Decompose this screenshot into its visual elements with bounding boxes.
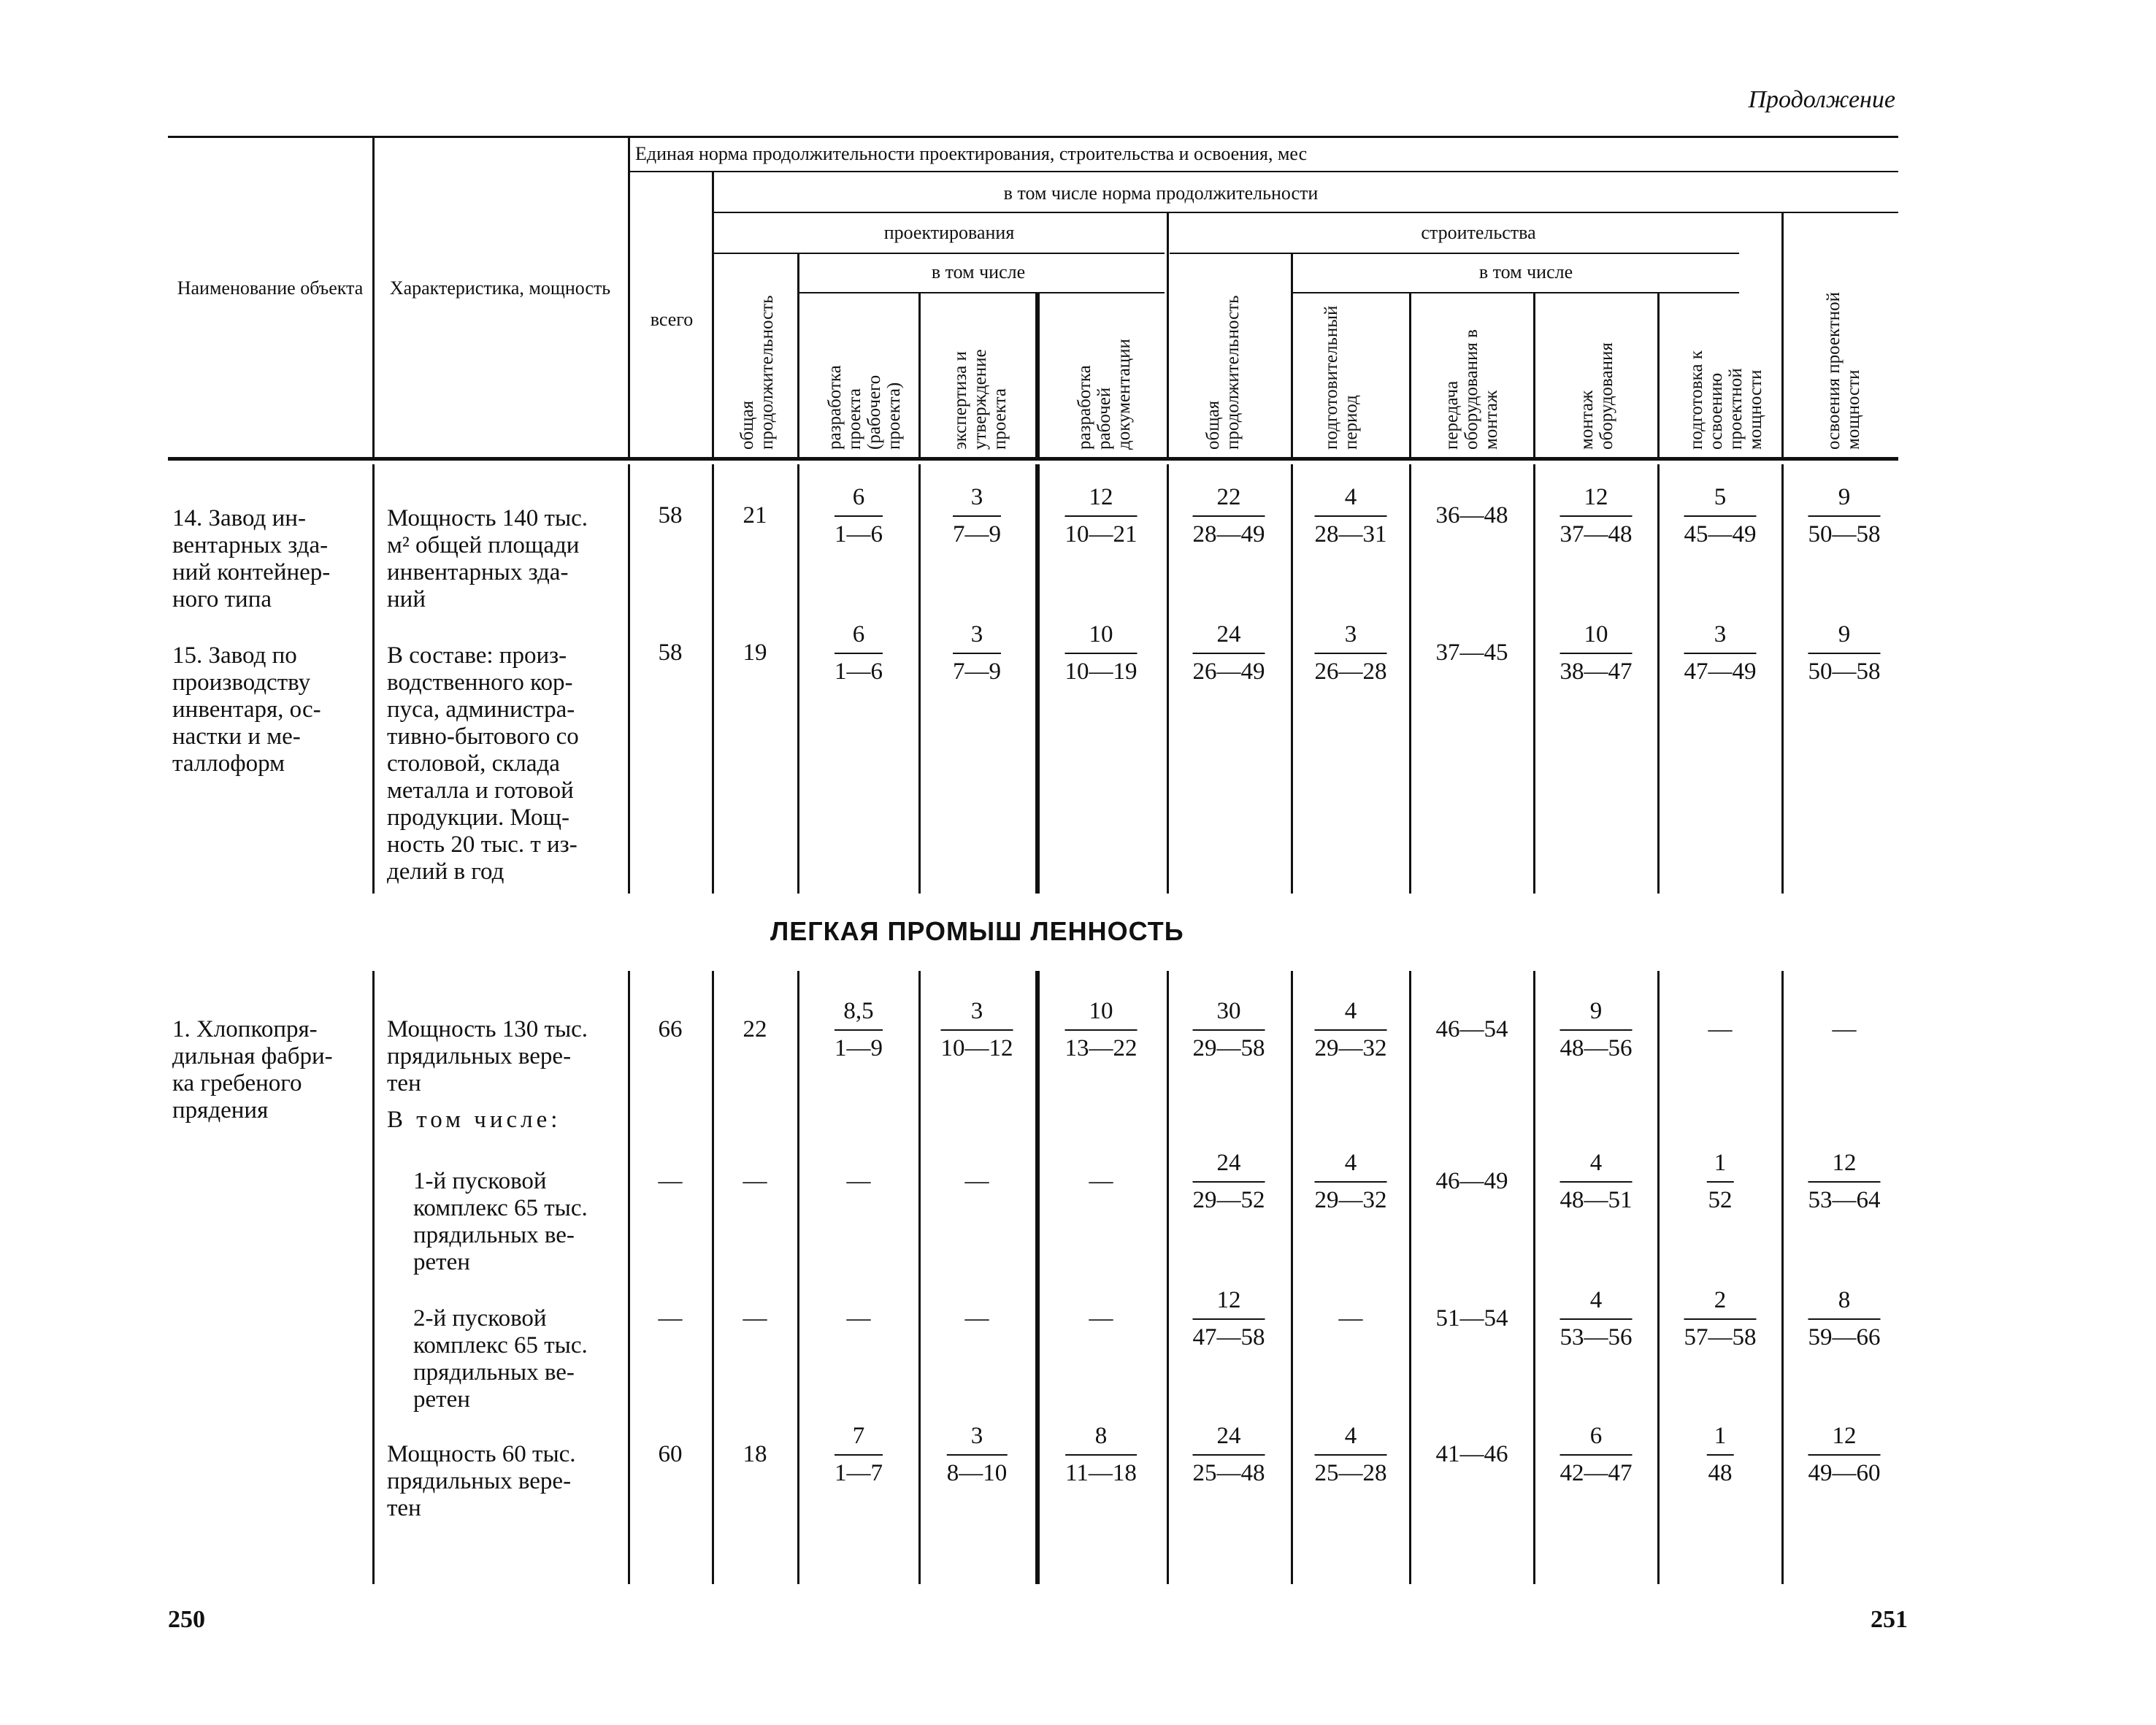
cell-proj-dev: — [846, 1305, 871, 1332]
cell-period: 25—48 [1192, 1460, 1265, 1486]
cell-design-total: 22 [743, 1016, 767, 1042]
row-15-char [387, 642, 616, 885]
cell-duration: 9 [1808, 621, 1881, 654]
cell-constr-total [1193, 484, 1265, 548]
text-line: В том числе: [387, 1107, 561, 1133]
header-mastering-text: освоения проектной мощности [1824, 291, 1863, 450]
cell-period: 7—9 [953, 521, 1001, 548]
header-mastering-prep-text: подготовка к освоению проектной мощности [1687, 350, 1765, 450]
text-line: 2-й пусковой [413, 1305, 547, 1332]
hdr-vline [1035, 292, 1040, 457]
cell-proj-dev: — [846, 1168, 871, 1194]
cell-prep [1315, 484, 1387, 548]
cell-duration: 12 [1560, 484, 1633, 517]
hdr-vline [628, 137, 630, 457]
cell-period: 10—19 [1064, 658, 1138, 685]
cell-period: 49—60 [1808, 1460, 1881, 1486]
text-line: 14. Завод ин- [172, 505, 306, 531]
text-line: комплекс 65 тыс. [413, 1332, 588, 1359]
cell-total: 58 [658, 639, 683, 666]
cell-duration: 6 [835, 621, 883, 654]
hdr-vline [1781, 213, 1784, 457]
text-line: водственного кор- [387, 669, 573, 696]
cell-mastering-prep [1707, 1150, 1734, 1214]
cell-period: 29—58 [1192, 1035, 1265, 1061]
cell-proj-dev [835, 1423, 883, 1487]
cell-duration: 8 [1808, 1287, 1881, 1320]
row-15-name [172, 642, 361, 777]
section-title: ЛЕГКАЯ ПРОМЫШ ЛЕННОСТЬ [770, 916, 1184, 946]
cell-period: 50—58 [1808, 521, 1881, 548]
cell-mastering [1808, 484, 1881, 548]
text-line: делий в год [387, 858, 505, 885]
row-l1-char [387, 1016, 616, 1097]
header-total: всего [650, 309, 694, 330]
header-equip-install-text: монтаж оборудования [1577, 342, 1616, 450]
cell-equip-install [1560, 1287, 1633, 1351]
cell-duration: 4 [1315, 484, 1387, 517]
cell-design-total: 19 [743, 639, 767, 666]
text-line: производству [172, 669, 311, 696]
body-vline [1409, 971, 1411, 1584]
body-vline [1167, 464, 1169, 894]
cell-duration: 8,5 [835, 998, 883, 1031]
cell-prep [1315, 1150, 1387, 1214]
row-14-name [172, 505, 361, 613]
cell-mastering-prep [1684, 484, 1757, 548]
header-bottom-rule [168, 457, 1898, 461]
cell-period: 1—9 [835, 1035, 883, 1061]
header-unified-norm: Единая норма продолжительности проектирования, строительства и освоения, мес [635, 143, 1308, 164]
cell-constr-total [1193, 1287, 1265, 1351]
text-line: комплекс 65 тыс. [413, 1195, 588, 1221]
cell-proj-dev [835, 621, 883, 685]
cell-duration: 24 [1193, 1423, 1265, 1456]
cell-duration: 10 [1065, 621, 1138, 654]
cell-period: 50—58 [1808, 658, 1881, 685]
body-vline [1035, 971, 1040, 1584]
cell-duration: 3 [953, 621, 1001, 654]
text-line: ность 20 тыс. т из- [387, 831, 578, 858]
cell-period: 29—52 [1192, 1187, 1265, 1213]
cell-period: 48—51 [1560, 1187, 1633, 1213]
cell-equip-transfer: 46—49 [1435, 1168, 1508, 1194]
cell-work-doc [1065, 484, 1138, 548]
body-vline [372, 971, 375, 1584]
text-line: прядильных вере- [387, 1468, 572, 1494]
cell-period: 28—49 [1192, 521, 1265, 548]
cell-equip-transfer: 46—54 [1435, 1016, 1508, 1042]
cell-period: 1—7 [835, 1460, 883, 1486]
cell-prep: — [1338, 1305, 1363, 1332]
rule-unified [629, 171, 1898, 172]
cell-period: 29—32 [1314, 1187, 1387, 1213]
cell-duration: 3 [953, 484, 1001, 517]
cell-mastering-prep [1707, 1423, 1734, 1487]
text-line: настки и ме- [172, 723, 301, 750]
cell-duration: 12 [1808, 1150, 1881, 1183]
cell-prep [1315, 1423, 1387, 1487]
body-vline [1657, 464, 1660, 894]
text-line: тивно-бытового со [387, 723, 579, 750]
cell-work-doc [1065, 998, 1138, 1062]
header-proj-dev-text: разработка проекта (рабочего проекта) [825, 365, 904, 450]
cell-duration: 4 [1560, 1287, 1633, 1320]
cell-period: 26—28 [1314, 658, 1387, 685]
cell-period: 7—9 [953, 658, 1001, 685]
cell-period: 28—31 [1314, 521, 1387, 548]
header-design-total-text: общая продолжительность [737, 295, 777, 450]
cell-design-total: — [743, 1305, 767, 1332]
cell-period: 53—64 [1808, 1187, 1881, 1213]
cell-mastering [1808, 1423, 1881, 1487]
text-line: прядильных ве- [413, 1359, 575, 1386]
rule-design-incl [797, 292, 1165, 293]
header-top-rule [168, 136, 1898, 138]
header-design-incl: в том числе [931, 261, 1026, 283]
cell-duration: 3 [1315, 621, 1387, 654]
body-vline [1657, 971, 1660, 1584]
cell-period: 42—47 [1560, 1460, 1633, 1486]
cell-expertise [953, 484, 1001, 548]
header-constr-total-text: общая продолжительность [1203, 295, 1243, 450]
text-line: 1. Хлопкопря- [172, 1016, 318, 1042]
page-number-right: 251 [1871, 1606, 1908, 1633]
body-vline [712, 464, 714, 894]
cell-period: 8—10 [946, 1460, 1008, 1486]
body-vline [712, 971, 714, 1584]
cell-period: 59—66 [1808, 1324, 1881, 1351]
body-vline [1035, 464, 1040, 894]
body-vline [797, 464, 799, 894]
cell-period: 1—6 [835, 658, 883, 685]
cell-total: 60 [658, 1441, 683, 1467]
cell-duration: 24 [1193, 1150, 1265, 1183]
hdr-vline [1657, 292, 1660, 457]
text-line: ний контейнер- [172, 559, 331, 585]
row-l1b-char [413, 1305, 616, 1413]
cell-work-doc: — [1089, 1168, 1113, 1194]
header-characteristic: Характеристика, мощность [389, 277, 611, 299]
body-vline [918, 464, 921, 894]
body-vline [628, 971, 630, 1584]
cell-duration: 12 [1065, 484, 1138, 517]
text-line: м² общей площади [387, 532, 580, 558]
row-14-char [387, 505, 616, 613]
text-line: ретен [413, 1386, 470, 1413]
cell-equip-transfer: 51—54 [1435, 1305, 1508, 1332]
text-line: дильная фабри- [172, 1043, 333, 1069]
continuation-label: Продолжение [1748, 86, 1895, 113]
cell-proj-dev [835, 998, 883, 1062]
cell-period: 1—6 [835, 521, 883, 548]
cell-expertise [941, 998, 1013, 1062]
text-line: таллоформ [172, 750, 285, 777]
hdr-vline [372, 137, 375, 457]
header-work-doc-text: разработка рабочей документации [1075, 339, 1134, 450]
cell-duration: 10 [1065, 998, 1138, 1031]
text-line: Мощность 140 тыс. [387, 505, 588, 531]
hdr-vline [1533, 292, 1535, 457]
cell-expertise [947, 1423, 1008, 1487]
header-incl-norm: в том числе норма продолжительности [1003, 183, 1319, 204]
cell-duration: 3 [1684, 621, 1757, 654]
text-line: В составе: произ- [387, 642, 567, 669]
cell-duration: 6 [835, 484, 883, 517]
cell-prep [1315, 998, 1387, 1062]
cell-equip-transfer: 36—48 [1435, 502, 1508, 529]
cell-mastering [1808, 621, 1881, 685]
cell-proj-dev [835, 484, 883, 548]
cell-period: 29—32 [1314, 1035, 1387, 1061]
cell-expertise [953, 621, 1001, 685]
cell-duration: 12 [1808, 1423, 1881, 1456]
cell-design-total: 21 [743, 502, 767, 529]
body-vline [918, 971, 921, 1584]
cell-equip-install [1560, 621, 1633, 685]
hdr-vline [712, 172, 714, 457]
text-line: Мощность 60 тыс. [387, 1441, 576, 1467]
cell-duration: 8 [1065, 1423, 1137, 1456]
cell-duration: 1 [1707, 1150, 1734, 1183]
cell-equip-install [1560, 1423, 1633, 1487]
row-l1-name [172, 1016, 361, 1124]
header-name: Наименование объекта [177, 277, 364, 299]
cell-duration: 24 [1193, 621, 1265, 654]
row-l1a-char [413, 1168, 616, 1276]
header-constr-incl: в том числе [1478, 261, 1573, 283]
cell-duration: 12 [1193, 1287, 1265, 1320]
cell-period: 47—58 [1192, 1324, 1265, 1351]
header-prep-text: подготовительный период [1321, 305, 1361, 450]
text-line: прядильных ве- [413, 1222, 575, 1248]
text-line: вентарных зда- [172, 532, 329, 558]
cell-expertise: — [964, 1168, 989, 1194]
text-line: инвентарных зда- [387, 559, 569, 585]
cell-duration: 30 [1193, 998, 1265, 1031]
cell-design-total: — [743, 1168, 767, 1194]
cell-period: 47—49 [1684, 658, 1757, 685]
cell-period: 13—22 [1064, 1035, 1138, 1061]
text-line: металла и готовой [387, 777, 574, 804]
body-vline [1291, 971, 1293, 1584]
cell-duration: 1 [1707, 1423, 1734, 1456]
body-vline [1781, 971, 1784, 1584]
rule-incl-norm [712, 212, 1898, 213]
cell-expertise: — [964, 1305, 989, 1332]
cell-total: — [658, 1168, 683, 1194]
text-line: прядения [172, 1097, 269, 1123]
cell-period: 10—12 [940, 1035, 1013, 1061]
cell-equip-install [1560, 998, 1633, 1062]
cell-duration: 4 [1315, 1150, 1387, 1183]
body-vline [1781, 464, 1784, 894]
cell-constr-total [1193, 1150, 1265, 1214]
cell-period: 10—21 [1064, 521, 1138, 548]
header-design: проектирования [883, 222, 1015, 243]
cell-duration: 6 [1560, 1423, 1633, 1456]
body-vline [1533, 971, 1535, 1584]
hdr-vline [1167, 213, 1169, 457]
cell-period: 52 [1708, 1187, 1733, 1213]
rule-construction [1170, 253, 1739, 254]
page-number-left: 250 [168, 1606, 205, 1633]
text-line: прядильных вере- [387, 1043, 572, 1069]
cell-period: 11—18 [1065, 1460, 1137, 1486]
cell-duration: 7 [835, 1423, 883, 1456]
body-vline [797, 971, 799, 1584]
cell-design-total: 18 [743, 1441, 767, 1467]
body-vline [1409, 464, 1411, 894]
text-line: столовой, склада [387, 750, 560, 777]
cell-constr-total [1193, 1423, 1265, 1487]
hdr-vline [797, 253, 799, 457]
cell-duration: 3 [941, 998, 1013, 1031]
cell-duration: 4 [1315, 1423, 1387, 1456]
text-line: тен [387, 1070, 421, 1096]
cell-total: 58 [658, 502, 683, 529]
cell-mastering-prep [1684, 621, 1757, 685]
cell-work-doc [1065, 621, 1138, 685]
rule-design [712, 253, 1165, 254]
cell-mastering: — [1832, 1016, 1857, 1042]
cell-period: 25—28 [1314, 1460, 1387, 1486]
row-incl-label [387, 1107, 616, 1134]
text-line: инвентаря, ос- [172, 696, 321, 723]
cell-mastering-prep [1684, 1287, 1757, 1351]
header-construction: строительства [1421, 222, 1536, 243]
text-line: 1-й пусковой [413, 1168, 547, 1194]
hdr-vline [1291, 253, 1293, 457]
cell-duration: 9 [1808, 484, 1881, 517]
cell-equip-transfer: 37—45 [1435, 639, 1508, 666]
cell-work-doc [1065, 1423, 1137, 1487]
text-line: ретен [413, 1249, 470, 1275]
cell-mastering-prep: — [1708, 1016, 1733, 1042]
cell-period: 48 [1708, 1460, 1733, 1486]
cell-constr-total [1193, 621, 1265, 685]
cell-work-doc: — [1089, 1305, 1113, 1332]
text-line: тен [387, 1495, 421, 1521]
hdr-vline [1409, 292, 1411, 457]
cell-duration: 4 [1560, 1150, 1633, 1183]
cell-duration: 5 [1684, 484, 1757, 517]
text-line: Мощность 130 тыс. [387, 1016, 588, 1042]
rule-constr-incl [1291, 292, 1739, 293]
cell-duration: 2 [1684, 1287, 1757, 1320]
body-vline [1167, 971, 1169, 1584]
hdr-vline [918, 292, 921, 457]
cell-equip-transfer: 41—46 [1435, 1441, 1508, 1467]
text-line: ка гребеного [172, 1070, 302, 1096]
body-vline [1291, 464, 1293, 894]
cell-duration: 10 [1560, 621, 1633, 654]
text-line: ний [387, 586, 426, 612]
cell-total: — [658, 1305, 683, 1332]
cell-equip-install [1560, 1150, 1633, 1214]
header-equip-transfer-text: передача оборудования в монтаж [1442, 329, 1501, 450]
cell-mastering [1808, 1150, 1881, 1214]
cell-period: 48—56 [1560, 1035, 1633, 1061]
row-l1c-char [387, 1441, 616, 1522]
text-line: продукции. Мощ- [387, 804, 569, 831]
cell-duration: 4 [1315, 998, 1387, 1031]
cell-constr-total [1193, 998, 1265, 1062]
body-vline [1533, 464, 1535, 894]
text-line: пуса, администра- [387, 696, 575, 723]
cell-mastering [1808, 1287, 1881, 1351]
cell-duration: 3 [947, 1423, 1008, 1456]
cell-duration: 9 [1560, 998, 1633, 1031]
body-vline [628, 464, 630, 894]
cell-equip-install [1560, 484, 1633, 548]
cell-period: 57—58 [1684, 1324, 1757, 1351]
cell-period: 53—56 [1560, 1324, 1633, 1351]
cell-duration: 22 [1193, 484, 1265, 517]
text-line: ного типа [172, 586, 272, 612]
cell-prep [1315, 621, 1387, 685]
cell-period: 38—47 [1560, 658, 1633, 685]
cell-total: 66 [658, 1016, 683, 1042]
cell-period: 37—48 [1560, 521, 1633, 548]
cell-period: 26—49 [1192, 658, 1265, 685]
cell-period: 45—49 [1684, 521, 1757, 548]
header-expertise-text: экспертиза и утверждение проекта [951, 349, 1010, 450]
text-line: 15. Завод по [172, 642, 297, 669]
body-vline [372, 464, 375, 894]
